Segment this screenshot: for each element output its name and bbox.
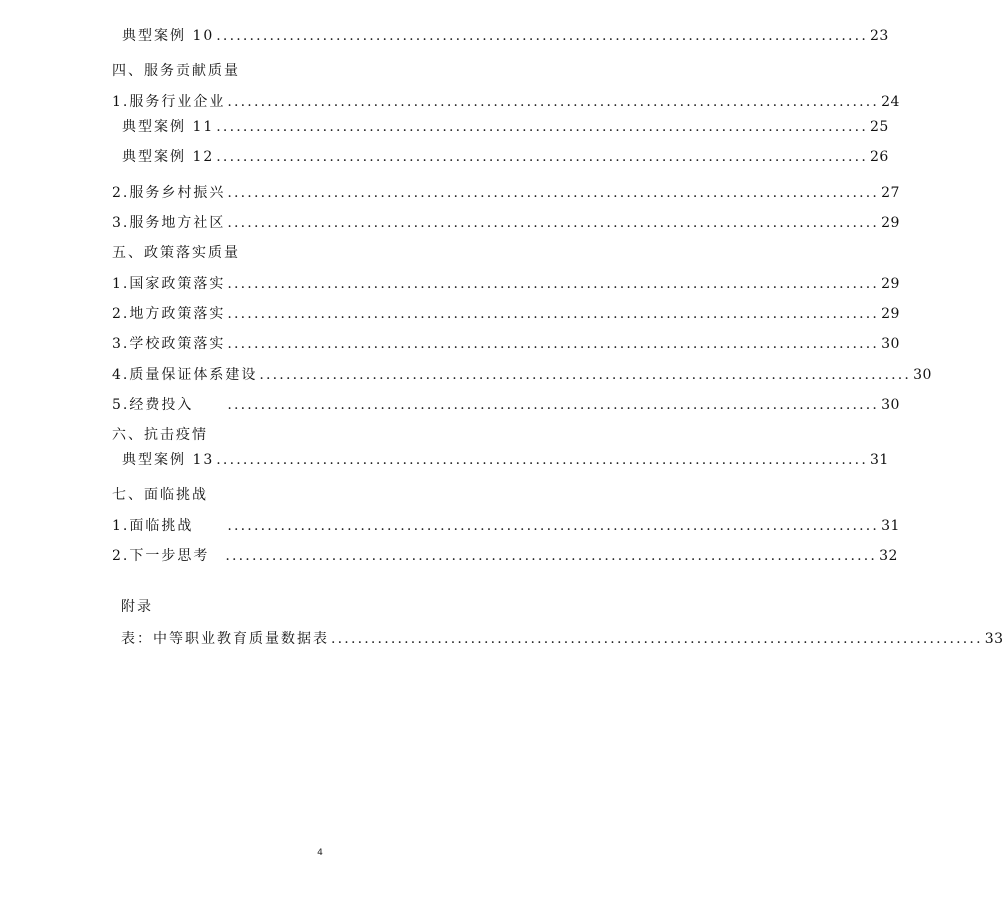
toc-entry-5-5[interactable] xyxy=(112,394,900,416)
toc-entry-5-2[interactable] xyxy=(112,303,900,325)
toc-entry-case-13[interactable] xyxy=(122,449,889,471)
toc-entry-label: 1.国家政策落实 xyxy=(112,276,226,292)
dot-leader: .................................................................................................. xyxy=(225,548,878,564)
appendix-heading: 附录 xyxy=(121,599,153,615)
toc-section-4-heading[interactable] xyxy=(112,60,532,82)
toc-section-label: 四、服务贡献质量 xyxy=(112,63,240,79)
toc-entry-appendix-table[interactable] xyxy=(121,628,1004,650)
toc-entry-label: 典型案例 12 xyxy=(122,149,215,165)
toc-page-number: 23 xyxy=(870,28,889,44)
toc-entry-label: 1.服务行业企业 xyxy=(112,94,226,110)
toc-page-number: 29 xyxy=(881,306,900,322)
toc-page-number: 30 xyxy=(881,397,900,413)
toc-entry-case-11[interactable] xyxy=(122,116,889,138)
toc-page-number: 32 xyxy=(879,548,898,564)
toc-entry-label: 4.质量保证体系建设 xyxy=(112,367,258,383)
dot-leader: .................................................................................................. xyxy=(331,631,983,647)
toc-entry-label: 2.下一步思考 xyxy=(112,548,210,564)
dot-leader: .................................................................................................. xyxy=(227,215,880,231)
toc-page-number: 27 xyxy=(881,185,900,201)
toc-entry-label: 典型案例 10 xyxy=(122,28,215,44)
toc-section-label: 七、面临挑战 xyxy=(112,487,208,503)
toc-page-number: 30 xyxy=(913,367,932,383)
toc-entry-label: 3.学校政策落实 xyxy=(112,336,226,352)
toc-section-6-heading[interactable] xyxy=(112,424,532,446)
toc-entry-label: 2.地方政策落实 xyxy=(112,306,226,322)
toc-entry-case-10[interactable] xyxy=(122,25,889,47)
dot-leader: .................................................................................................. xyxy=(216,28,868,44)
toc-section-label: 六、抗击疫情 xyxy=(112,427,208,443)
toc-entry-label: 3.服务地方社区 xyxy=(112,215,226,231)
toc-page-number: 24 xyxy=(881,94,900,110)
dot-leader: .................................................................................................. xyxy=(216,452,868,468)
toc-entry-4-2[interactable] xyxy=(112,182,900,204)
toc-entry-5-1[interactable] xyxy=(112,273,900,295)
toc-entry-5-3[interactable] xyxy=(112,333,900,355)
toc-entry-label: 表：中等职业教育质量数据表 xyxy=(121,631,329,647)
dot-leader: .................................................................................................. xyxy=(259,367,912,383)
toc-page-number: 29 xyxy=(881,215,900,231)
toc-entry-label: 典型案例 13 xyxy=(122,452,215,468)
dot-leader: .................................................................................................. xyxy=(227,94,880,110)
toc-page-number: 30 xyxy=(881,336,900,352)
toc-entry-4-1[interactable] xyxy=(112,91,900,113)
dot-leader: .................................................................................................. xyxy=(227,336,880,352)
toc-section-label: 五、政策落实质量 xyxy=(112,245,240,261)
dot-leader: .................................................................................................. xyxy=(227,397,880,413)
dot-leader: .................................................................................................. xyxy=(227,185,880,201)
toc-entry-5-4[interactable] xyxy=(112,364,932,386)
toc-entry-label: 典型案例 11 xyxy=(122,119,215,135)
toc-page-number: 33 xyxy=(984,631,1004,647)
dot-leader: .................................................................................................. xyxy=(216,149,868,165)
toc-page-number: 31 xyxy=(870,452,889,468)
toc-entry-7-1[interactable] xyxy=(112,515,900,537)
toc-page-number: 31 xyxy=(881,518,900,534)
toc-entry-label: 1.面临挑战 xyxy=(112,518,194,534)
toc-entry-4-3[interactable] xyxy=(112,212,900,234)
toc-section-7-heading[interactable] xyxy=(112,484,532,506)
dot-leader: .................................................................................................. xyxy=(227,518,880,534)
toc-entry-case-12[interactable] xyxy=(122,146,889,168)
toc-entry-label: 2.服务乡村振兴 xyxy=(112,185,226,201)
toc-page-number: 26 xyxy=(870,149,889,165)
dot-leader: .................................................................................................. xyxy=(227,276,880,292)
dot-leader: .................................................................................................. xyxy=(227,306,880,322)
toc-entry-7-2[interactable] xyxy=(112,545,898,567)
toc-page-number: 25 xyxy=(870,119,889,135)
toc-page-number: 29 xyxy=(881,276,900,292)
toc-entry-label: 5.经费投入 xyxy=(112,397,194,413)
toc-section-5-heading[interactable] xyxy=(112,242,532,264)
page-number: 4 xyxy=(317,848,323,858)
dot-leader: .................................................................................................. xyxy=(216,119,868,135)
